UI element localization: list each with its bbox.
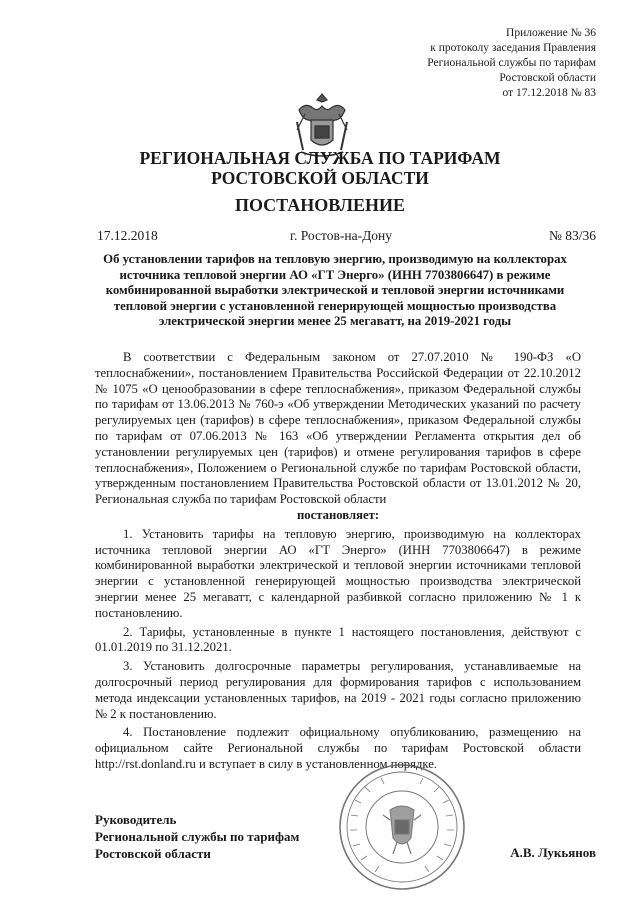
list-item: 4. Постановление подлежит официальному опубликованию, размещению на официальном сайте Региональной службы по тарифам Ростовской области http://rst.donland.ru и вступает в силу в установленном порядке. (95, 725, 581, 771)
appendix-line: Ростовской области (499, 72, 596, 84)
document-type: ПОСТАНОВЛЕНИЕ (234, 195, 406, 215)
list-item: 3. Установить долгосрочные параметры регулирования, устанавливаемые на долгосрочный период регулирования для формирования тарифов с использованием метода индексации установленных тарифов, на 2019 - 2021 годы согласно приложению № 2 к постановлению. (95, 659, 581, 721)
official-seal-icon (335, 760, 470, 895)
appendix-line: Приложение № 36 (506, 27, 596, 39)
signature-line: Ростовской области (95, 846, 211, 861)
document-title: Об установлении тарифов на тепловую энергию, производимую на коллекторах источника тепловой энергии АО «ГТ Энерго» (ИНН 7703806647) в режиме комбинированной выработки электрической и тепловой энергии источниками тепловой энергии с установленной генерирующей мощностью производства электрической энергии менее 25 мегаватт, на 2019-2021 годы (103, 252, 567, 329)
org-line-2: РОСТОВСКОЙ ОБЛАСТИ (211, 168, 429, 188)
document-number: № 83/36 (548, 228, 596, 243)
document-city: г. Ростов-на-Дону (290, 228, 393, 243)
signature-line: Региональной службы по тарифам (95, 829, 300, 844)
document-date: 17.12.2018 (97, 228, 158, 243)
org-line-1: РЕГИОНАЛЬНАЯ СЛУЖБА ПО ТАРИФАМ (139, 148, 501, 168)
list-item: 1. Установить тарифы на тепловую энергию, производимую на коллекторах источника тепловой энергии АО «ГТ Энерго» (ИНН 7703806647) в режиме комбинированной выработки электрической и тепловой энергии источниками тепловой энергии с установленной генерирующей мощностью производства электрической энергии менее 25 мегаватт, с календарной разбивкой согласно приложению № 1 к постановлению. (95, 526, 581, 620)
appendix-note (427, 26, 596, 101)
appendix-line: к протоколу заседания Правления (430, 42, 596, 54)
organization-name (0, 148, 640, 188)
preamble-paragraph: В соответствии с Федеральным законом от 27.07.2010 № 190-ФЗ «О теплоснабжении», постановлением Правительства Российской Федерации от 22.10.2012 № 1075 «О ценообразовании в сфере теплоснабжения», приказом Федеральной службы по тарифам от 13.06.2013 № 760-э «Об утверждении Методических указаний по расчету регулируемых цен (тарифов) в сфере теплоснабжения», приказом Федеральной службы по тарифам от 07.06.2013 № 163 «Об утверждении Регламента открытия дел об установлении регулируемых цен (тарифов) и отмене регулирования тарифов в сфере теплоснабжения», Положением о Региональной службе по тарифам Ростовской области, утвержденным постановлением Правительства Ростовской области от 13.01.2012 № 20, Региональная служба по тарифам Ростовской области (95, 350, 581, 507)
list-item: 2. Тарифы, установленные в пункте 1 настоящего постановления, действуют с 01.01.2019 по 31.12.2021. (95, 624, 581, 655)
signature-block (95, 811, 299, 862)
signer-name: А.В. Лукьянов (510, 845, 596, 860)
decree-word: постановляет: (296, 507, 380, 522)
signature-line: Руководитель (95, 812, 177, 827)
appendix-line: Региональной службы по тарифам (427, 57, 596, 69)
document-body (95, 350, 581, 773)
appendix-line: от 17.12.2018 № 83 (502, 87, 596, 99)
